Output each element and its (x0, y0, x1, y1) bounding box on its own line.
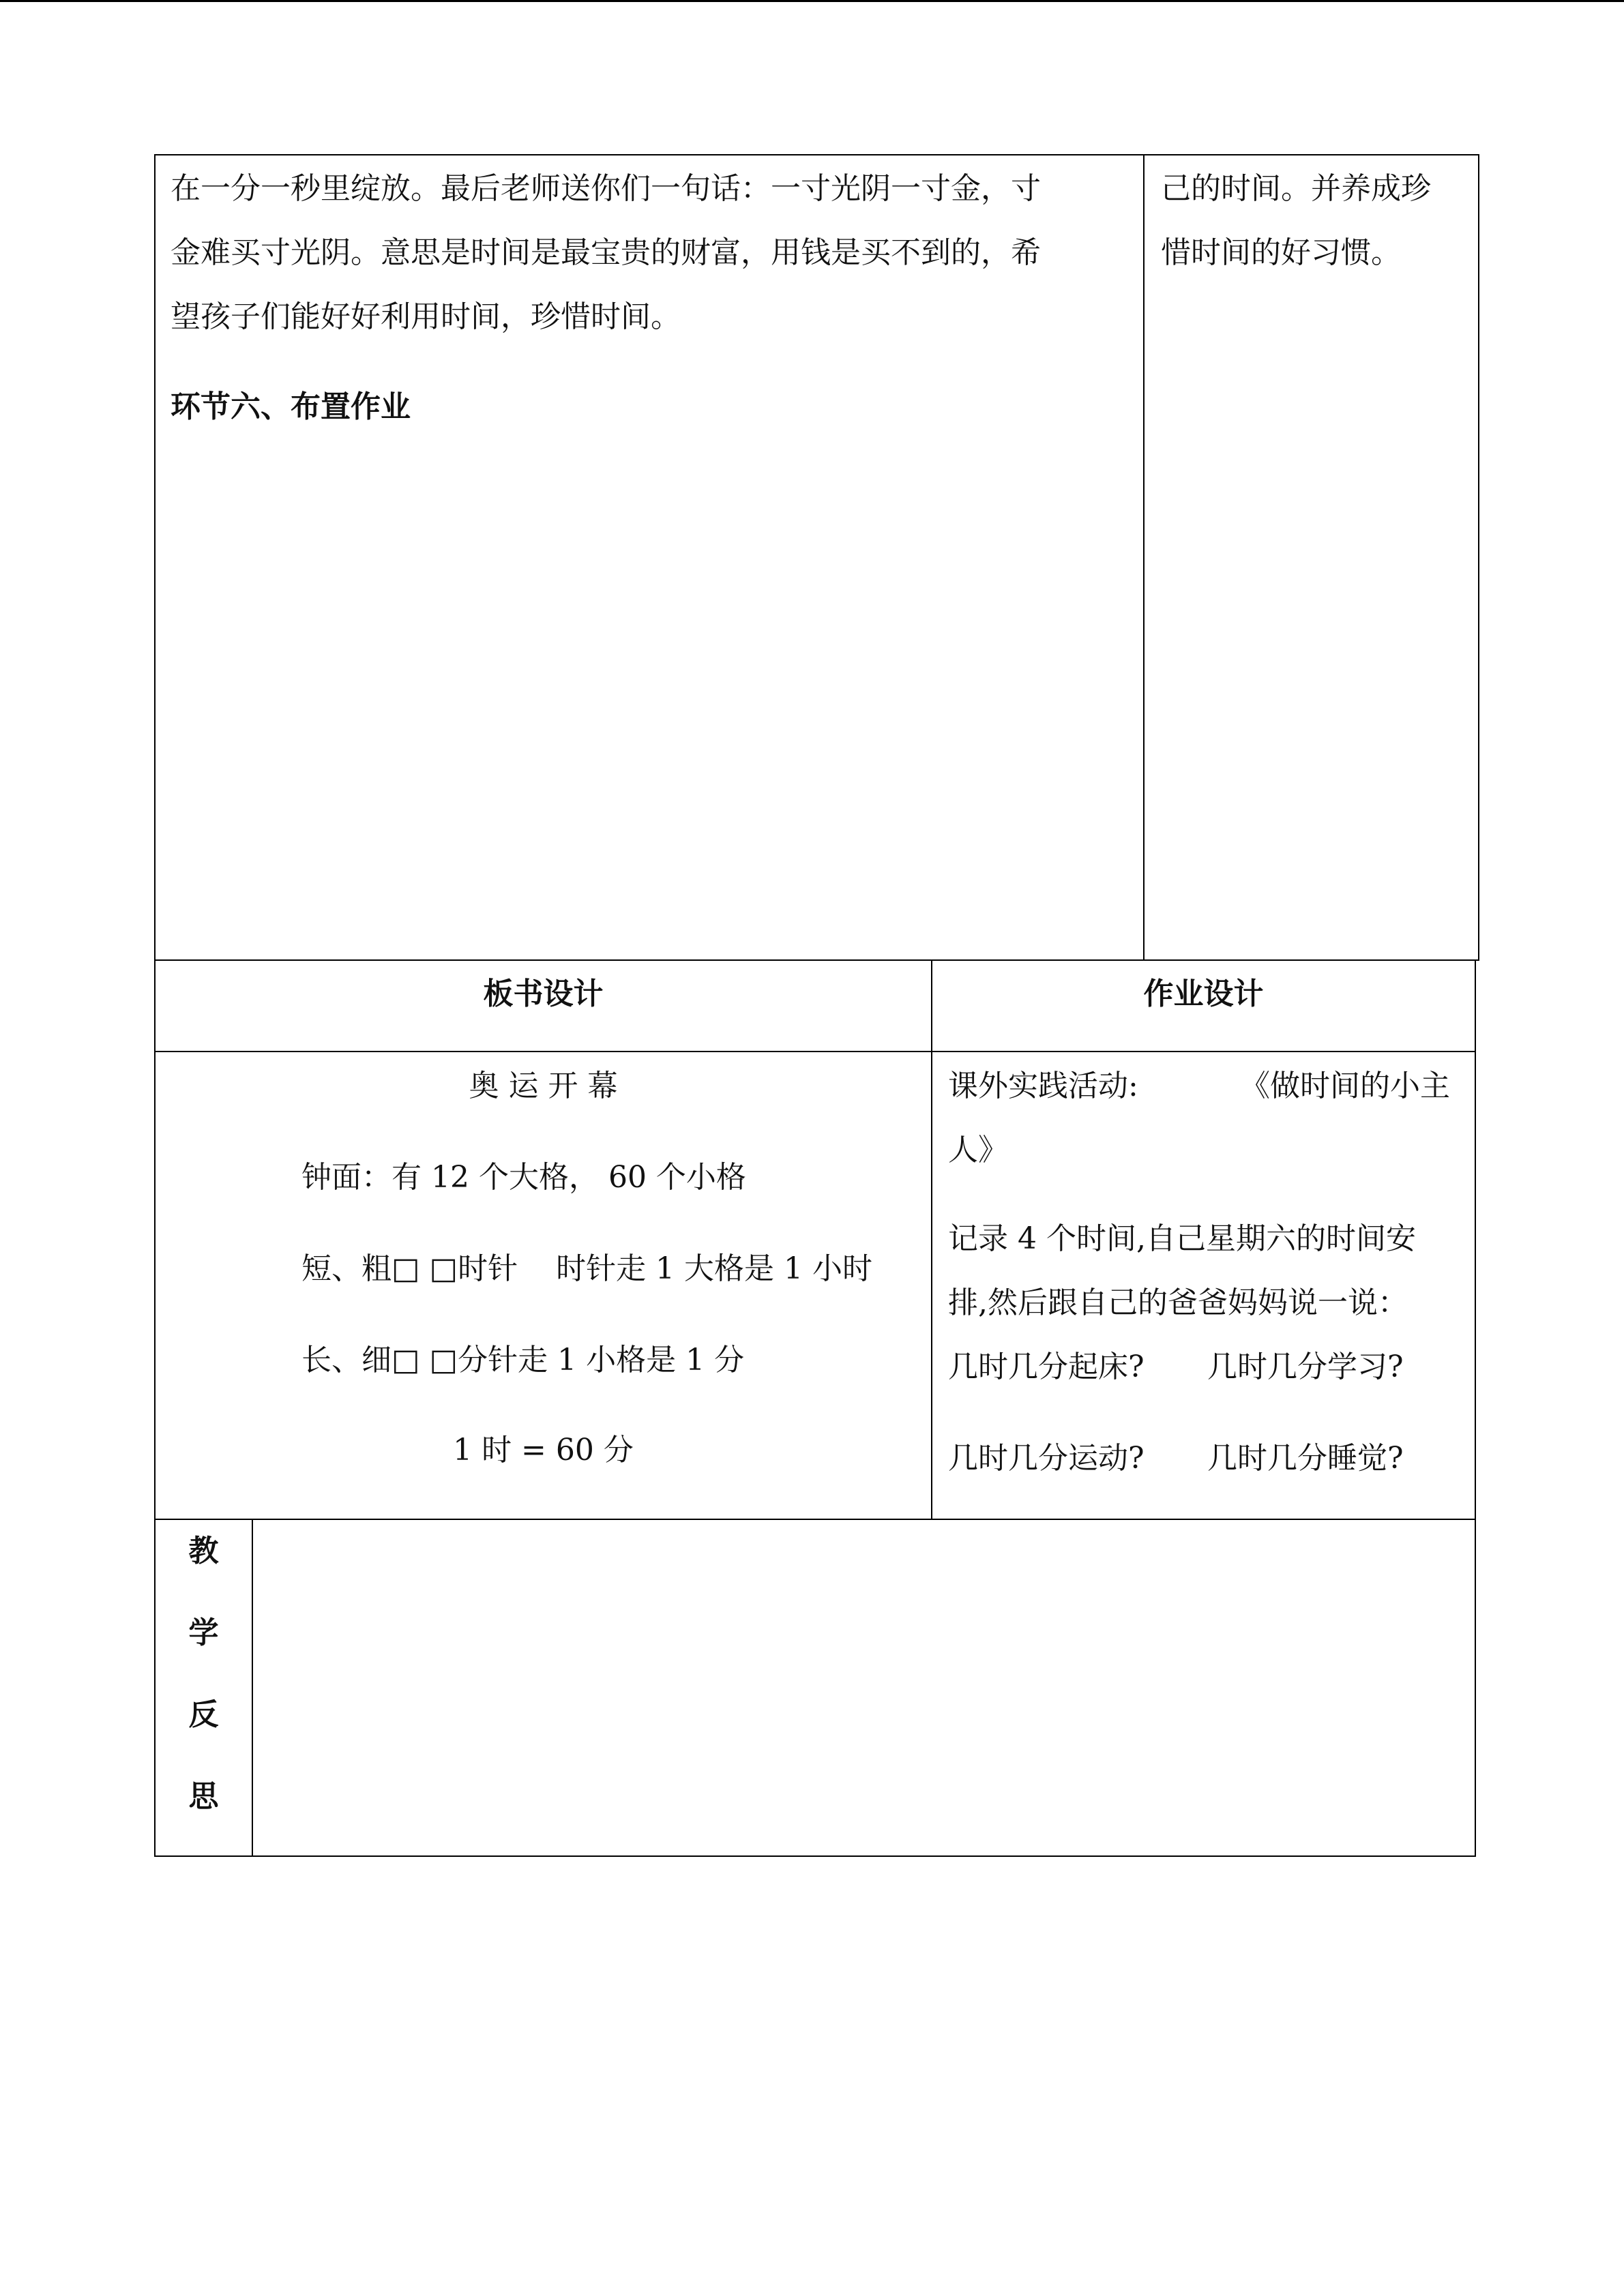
reflection-label-char-1: 教 (188, 1534, 219, 1568)
lesson-text-line-1: 在一分一秒里绽放。最后老师送你们一句话：一寸光阴一寸金，寸 (171, 171, 1041, 206)
board-design-header: 板书设计 (483, 976, 604, 1011)
board-line-clock-face: 钟面：有 12 个大格， 60 个小格 (301, 1160, 746, 1195)
reflection-content-area (253, 1520, 1475, 1855)
header-row-divider (154, 1051, 1476, 1052)
board-homework-divider (931, 959, 932, 1520)
homework-activity-title: 《做时间的小主 (1240, 1069, 1450, 1103)
homework-instruction-line-1: 记录 4 个时间,自己星期六的时间安 (948, 1221, 1416, 1256)
lesson-text-line-3: 望孩子们能好好利用时间，珍惜时间。 (171, 299, 681, 334)
board-line-hour-hand: 短、粗□ □时针 时针走 1 大格是 1 小时 (301, 1251, 873, 1286)
homework-instruction-line-2: 排,然后跟自己的爸爸妈妈说一说： (948, 1285, 1408, 1320)
reflection-label-char-2: 学 (188, 1615, 219, 1650)
board-line-hour-equals: 1 时 = 60 分 (453, 1433, 634, 1467)
homework-question-wake: 几时几分起床? (948, 1350, 1145, 1384)
section-heading-homework: 环节六、布置作业 (171, 389, 411, 424)
reflection-label-char-4: 思 (188, 1779, 219, 1814)
homework-activity-label: 课外实践活动: (948, 1069, 1138, 1103)
lesson-text-line-2: 金难买寸光阴。意思是时间是最宝贵的财富，用钱是买不到的，希 (171, 235, 1041, 270)
design-intent-line-2: 惜时间的好习惯。 (1161, 235, 1401, 270)
board-line-minute-hand: 长、细□ □分针走 1 小格是 1 分 (301, 1343, 745, 1377)
board-title: 奥 运 开 幕 (469, 1069, 618, 1103)
design-intent-line-1: 己的时间。并养成珍 (1161, 171, 1431, 206)
homework-question-study: 几时几分学习? (1207, 1350, 1404, 1384)
reflection-label-char-3: 反 (188, 1697, 219, 1732)
homework-question-exercise: 几时几分运动? (948, 1441, 1145, 1476)
page-top-border (0, 0, 1624, 2)
homework-design-header: 作业设计 (1143, 976, 1264, 1011)
lesson-column-divider (1143, 154, 1145, 961)
homework-activity-title-end: 人》 (948, 1133, 1008, 1167)
homework-question-sleep: 几时几分睡觉? (1207, 1441, 1404, 1476)
